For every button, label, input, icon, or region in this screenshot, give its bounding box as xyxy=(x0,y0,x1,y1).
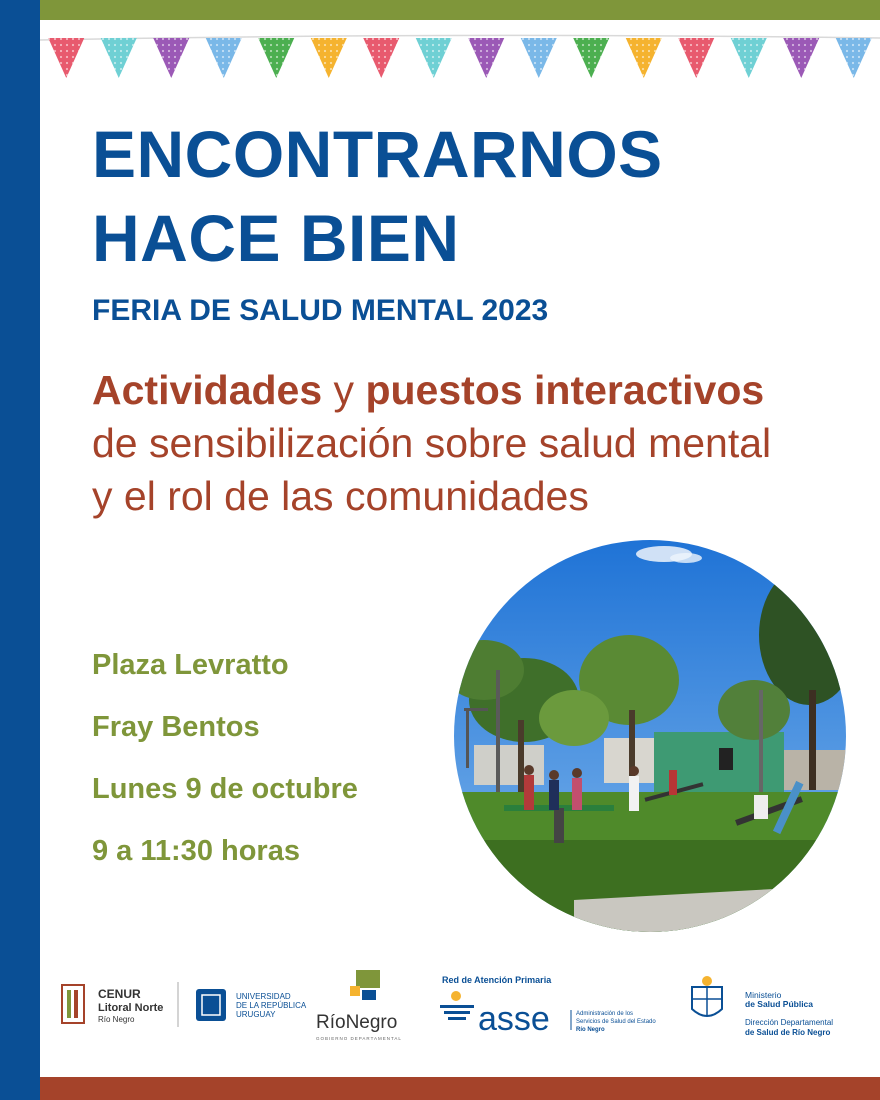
title-line-1: ENCONTRARNOS xyxy=(92,117,663,191)
event-city: Fray Bentos xyxy=(92,711,260,743)
event-description xyxy=(92,364,782,523)
asse-header: Red de Atención Primaria xyxy=(442,975,552,985)
cenur-line2: Litoral Norte xyxy=(98,1002,164,1014)
udelar-logo xyxy=(196,989,307,1021)
bunting-flag-pattern xyxy=(731,38,767,78)
bunting-flag-pattern xyxy=(626,38,662,78)
poster-subtitle: FERIA DE SALUD MENTAL 2023 xyxy=(92,294,549,327)
bunting-garland xyxy=(40,18,880,88)
cenur-logo xyxy=(62,985,163,1024)
bunting-flag-pattern xyxy=(783,38,819,78)
cenur-line1: CENUR xyxy=(98,987,141,1001)
top-green-band xyxy=(40,0,880,20)
event-place: Plaza Levratto xyxy=(92,649,289,681)
asse-name: asse xyxy=(478,1000,550,1038)
desc-connector: y xyxy=(322,367,366,413)
bunting-flag-pattern xyxy=(153,38,189,78)
sponsor-logos xyxy=(40,965,880,1050)
asse-desc3: Río Negro xyxy=(576,1027,605,1033)
bunting-flag-pattern xyxy=(206,38,242,78)
rionegro-logo xyxy=(316,970,402,1041)
rionegro-name: RíoNegro xyxy=(316,1012,398,1033)
msp-line2: de Salud Pública xyxy=(745,999,814,1009)
desc-bold-stands: puestos interactivos xyxy=(365,367,765,413)
rionegro-sub: GOBIERNO DEPARTAMENTAL xyxy=(316,1036,402,1041)
poster-title xyxy=(92,112,663,280)
udelar-line1: UNIVERSIDAD xyxy=(236,992,291,1001)
bunting-flag-pattern xyxy=(311,38,347,78)
bunting-flag-pattern xyxy=(836,38,872,78)
asse-desc2: Servicios de Salud del Estado xyxy=(576,1019,656,1025)
title-line-2: HACE BIEN xyxy=(92,201,460,275)
msp-line3: Dirección Departamental xyxy=(745,1018,834,1027)
left-blue-bar xyxy=(0,0,40,1100)
plaza-photo xyxy=(454,540,846,932)
asse-desc1: Administración de los xyxy=(576,1011,634,1017)
event-time: 9 a 11:30 horas xyxy=(92,835,300,867)
udelar-line2: DE LA REPÚBLICA xyxy=(236,1001,307,1010)
desc-bold-activities: Actividades xyxy=(92,367,323,413)
desc-rest: de sensibilización sobre salud mental y el rol de las comunidades xyxy=(92,420,772,519)
event-info xyxy=(92,645,358,893)
event-date: Lunes 9 de octubre xyxy=(92,773,358,805)
plaza-illustration xyxy=(454,540,846,932)
asse-logo xyxy=(440,975,656,1038)
bunting-flag-pattern xyxy=(48,38,84,78)
bunting-flag-pattern xyxy=(416,38,452,78)
bunting-flag-pattern xyxy=(363,38,399,78)
msp-line1: Ministerio xyxy=(745,990,782,1000)
msp-line4: de Salud de Río Negro xyxy=(745,1028,831,1037)
bunting-flag-pattern xyxy=(678,38,714,78)
bunting-flag-pattern xyxy=(101,38,137,78)
udelar-line3: URUGUAY xyxy=(236,1010,276,1019)
bunting-flag-pattern xyxy=(573,38,609,78)
bunting-flag-pattern xyxy=(521,38,557,78)
bunting-flag-pattern xyxy=(258,38,294,78)
cenur-line3: Río Negro xyxy=(98,1015,135,1024)
bunting-flag-pattern xyxy=(468,38,504,78)
bottom-rust-band xyxy=(40,1077,880,1100)
msp-logo xyxy=(692,976,833,1037)
